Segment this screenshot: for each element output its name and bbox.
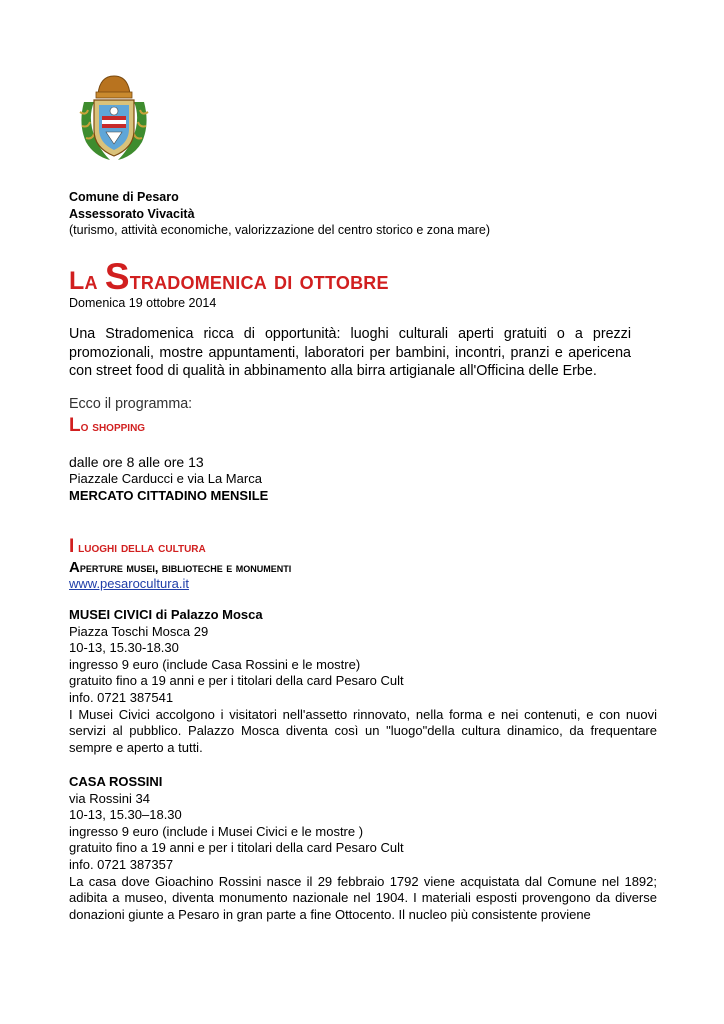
intro-paragraph: Una Stradomenica ricca di opportunità: luoghi culturali aperti gratuiti o a prezzi promozionali, mostre appuntamenti, laboratori per bambini, incontri, pranzi e apericena con street food di qualità in abbinamento alla birra artigianale all'Officina delle Erbe. <box>69 326 631 379</box>
org-name: Comune di Pesaro <box>69 190 179 204</box>
rossini-section <box>69 774 657 923</box>
shopping-heading <box>69 416 145 436</box>
shopping-hours: dalle ore 8 alle ore 13 <box>69 454 204 470</box>
rossini-address: via Rossini 34 <box>69 790 150 806</box>
cultura-heading-rest: luoghi della cultura <box>74 539 206 555</box>
department-name: Assessorato Vivacità <box>69 207 195 221</box>
event-date: Domenica 19 ottobre 2014 <box>69 296 217 310</box>
cultura-subheading-rest: perture musei, biblioteche e monumenti <box>79 561 292 575</box>
rossini-ticket: ingresso 9 euro (include i Musei Civici e le mostre ) <box>69 823 364 839</box>
page-title <box>69 256 389 297</box>
rossini-name: CASA ROSSINI <box>69 774 163 789</box>
title-initial: S <box>104 256 130 297</box>
coat-of-arms-logo <box>76 72 152 164</box>
shopping-heading-initial: L <box>69 415 81 436</box>
shopping-event: MERCATO CITTADINO MENSILE <box>69 488 269 503</box>
title-rest: tradomenica di ottobre <box>129 267 389 295</box>
pesarocultura-link[interactable]: www.pesarocultura.it <box>69 576 189 591</box>
title-first-word: La <box>69 267 98 295</box>
musei-name: MUSEI CIVICI di Palazzo Mosca <box>69 607 263 622</box>
musei-section <box>69 607 657 756</box>
programma-label: Ecco il programma: <box>69 396 193 412</box>
musei-description: I Musei Civici accolgono i visitatori nell'assetto rinnovato, nella forma e nei contenuti, e con nuovi servizi al pubblico. Palazzo Mosca diventa così un "luogo"della cultura dinamico, da frequentare sempre e aperto a tutti. <box>69 706 657 755</box>
rossini-info: info. 0721 387357 <box>69 856 174 872</box>
musei-free: gratuito fino a 19 anni e per i titolari della card Pesaro Cult <box>69 673 404 689</box>
cultura-subheading <box>69 560 291 576</box>
rossini-description: La casa dove Gioachino Rossini nasce il 29 febbraio 1792 viene acquistata dal Comune nel 1892; adibita a museo, diventa monumento nazionale nel 1904. I materiali esposti provengono da diverse donazioni giunte a Pesaro in gran parte a fine Ottocento. Il nucleo più consistente proviene <box>69 873 657 922</box>
musei-ticket: ingresso 9 euro (include Casa Rossini e le mostre) <box>69 656 361 672</box>
musei-info: info. 0721 387541 <box>69 689 174 705</box>
cultura-subheading-initial: A <box>69 559 80 576</box>
cultura-heading-initial: I <box>69 536 75 557</box>
shopping-place: Piazzale Carducci e via La Marca <box>69 471 262 486</box>
cultura-heading <box>69 537 206 557</box>
musei-address: Piazza Toschi Mosca 29 <box>69 623 209 639</box>
department-scope: (turismo, attività economiche, valorizzazione del centro storico e zona mare) <box>69 223 491 237</box>
shopping-heading-rest: o shopping <box>80 418 146 434</box>
rossini-free: gratuito fino a 19 anni e per i titolari della card Pesaro Cult <box>69 840 404 856</box>
musei-hours: 10-13, 15.30-18.30 <box>69 640 179 656</box>
rossini-hours: 10-13, 15.30–18.30 <box>69 807 182 823</box>
